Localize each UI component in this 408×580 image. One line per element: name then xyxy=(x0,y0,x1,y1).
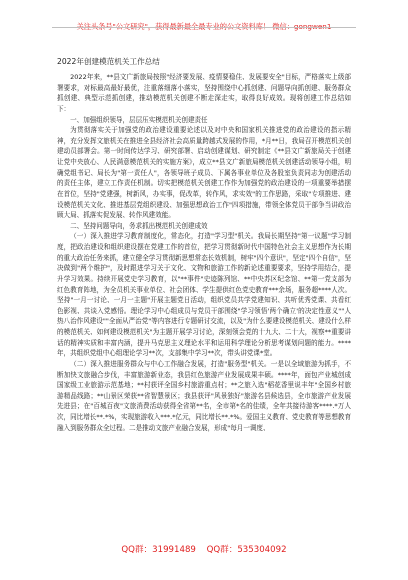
section-heading-1: 一、加强组织领导，层层压实模范机关创建责任 xyxy=(70,115,208,124)
document-body xyxy=(57,72,351,433)
section-heading-2: 二、坚持问题导向，务求抓出模范机关创建成效 xyxy=(70,221,208,230)
paragraph-subsection-2: （二）深入推进服务群众与中心工作融合发展，打造"服务型"机关。一是以全域旅游为抓手，不断加快文旅融合步伐，丰富旅游新业态，我县红色旅游产业发展成果丰硕。****年，面包产业城创成国家级工业旅游示范基地；**村获评全国乡村旅游重点村；**之旅入选"稻花香里说丰年"全国乡村旅游精品线路；**山景区荣获**省智慧景区；我县获评"风景独好"旅游名县候选县，全市旅游产业发展先进县；在"百城百夜"文旅消费活动获得全省第**名，全市第*名的佳绩，全年共接待游客****.*万人次，同比增长**.*%，实现旅游收入***.*亿元，同比增长**.*%。爱国主义教育、党史教育等思想教育融入到服务群众全过程。二是推动文旅产业融合发展，形成"每月一调度、 xyxy=(57,359,351,432)
footer-qq-group-2: QQ群：535304092 xyxy=(206,545,287,555)
header-banner xyxy=(0,0,408,44)
paragraph-subsection-1: （一）深入推进学习教育制度化，常态化，打造"学习型"机关。我局长期坚持"第一议题"学习制度，把政治建设和组织建设摆在党建工作的首位，把学习贯彻新时代中国特色社会主义思想作为长期的重大政治任务来抓，建立健全学习贯彻新思想常态长效机制，树牢"四个意识"，坚定"四个自信"，坚决做到"两个维护"，及时跟进学习关于文化、文物和旅游工作的新论述重要要求，坚持学用结合，提升学习效果。持续开展党史学习教育，以"**事件"史迹陈列馆、**中央苏区纪念馆、**第一党支部为红色教育阵地，为全员机关事业单位、社会团体、学生提供红色党史教育***余场，服务超****人次。坚持"一月一讨论、一月一主题"开展主题党日活动，组织党员共学党建知识、共听优秀党课、共看红色影视、共谈入党感悟。理论学习中心组成员与党员干部围绕"学习领悟'两个确立'的决定性意义""人热八治作风建设""全面从严治党"等内容进行专题研讨交流，以及"为什么要建设模范机关、建设什么样的模范机关、如何建设模范机关"为主题开展学习讨论，深刻领会党的十九大、二十大，视察**重要讲话的精神实质和丰富内涵，提升马克思主义理论水平和运用科学理论分析思考谋划问题的能力。****年，共组织党组中心组理论学习**次，支部集中学习**次，带头讲党课*堂。 xyxy=(57,232,351,358)
document-title: 2022年创建模范机关工作总结 xyxy=(57,57,160,66)
footer-qq-group-1: QQ群：31991489 xyxy=(121,545,196,555)
paragraph-section-1: 为贯彻落实关于加强党的政治建设重要论述以及对中央和国家机关推进党的政治建设的指示精神，充分发挥文旅机关在推进全县经济社会高质量跨越式发展的作用，*月**日，我局召开模范机关创建动员部署会。第一时间传达学习、研究部署、启动创建谋划、研究制定《**县文广新旅局关于创建让党中央放心、人民满意模范机关的实施方案》，成立**县文广新旅局模范机关创建活动领导小组，明确党组书记、局长为"第一责任人"，各领导班子成员、下属各事业单位及各股室负责同志为创建活动的责任主体，建立工作责任机制。切实把模范机关创建工作作为加强党的政治建设的一项重要举措摆在首位，坚持"党建强，树新风，办实事，促改革，转作风，求实效"的工作思路，采取"专项推进、建设模范机关文化、推进基层党组织建设、加强思想政治工作"四项措施，带领全体党员干部争当讲政治顾大局、抓落实促发展、转作风建效能。 xyxy=(57,126,351,220)
paragraph-intro: 2022年来，**县文广新旅局按照"经济要发展、疫情要稳住、发展要安全"目标，严格落实上级部署要求，对标最高最好最优，注重落细落小落实，坚持围绕中心抓创建、问题导向抓创建、服务群众抓创建、典型示范抓创建，推动模范机关创建不断走深走实，取得良好成效。现将创建工作总结如下： xyxy=(57,73,351,113)
header-divider xyxy=(52,27,356,28)
footer-banner xyxy=(0,545,408,556)
header-banner-text: 关注头条号"公文研究"，获得最新最全最专业的公文资料库！ 微信：gongwen1 xyxy=(76,22,332,31)
